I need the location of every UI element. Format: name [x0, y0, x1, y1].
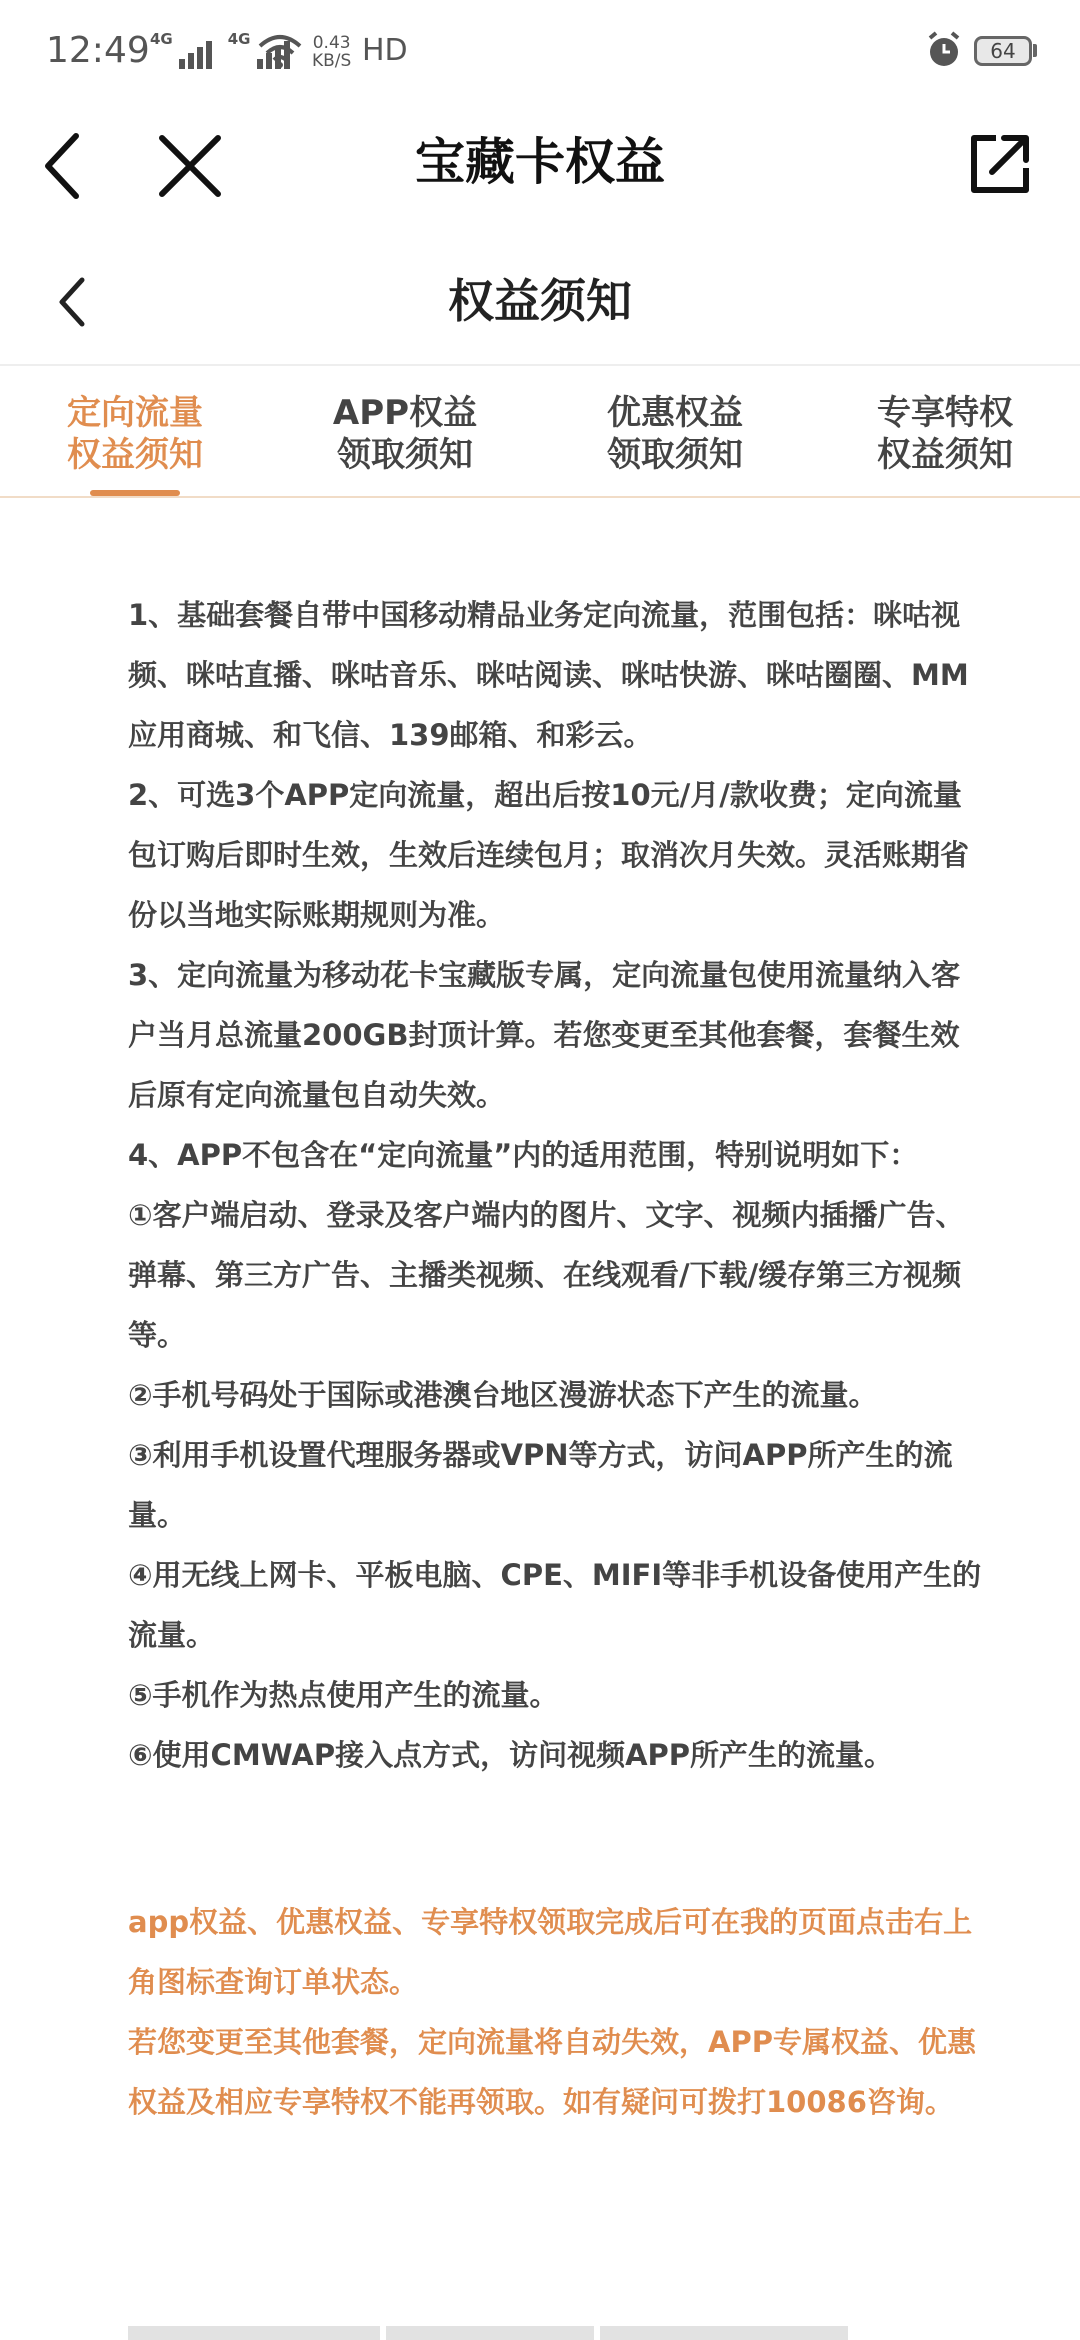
note-paragraph: 若您变更至其他套餐，定向流量将自动失效，APP专属权益、优惠权益及相应专享特权不能再领取。如有疑问可拨打10086咨询。	[128, 2025, 976, 2119]
status-time: 12:49	[46, 30, 150, 71]
tab-label-line1: APP权益	[332, 393, 478, 433]
alarm-icon	[924, 30, 964, 70]
tab-label-line1: 专享特权	[877, 393, 1013, 433]
share-icon[interactable]	[960, 124, 1040, 204]
rules-content	[128, 585, 988, 1785]
tab-discount-rights[interactable]	[560, 392, 790, 476]
tab-label-line2: 领取须知	[607, 435, 743, 475]
network-type-label: 4G	[150, 30, 173, 48]
bottom-button-placeholder[interactable]	[600, 2326, 848, 2340]
rule-paragraph: 3、定向流量为移动花卡宝藏版专属，定向流量包使用流量纳入客户当月总流量200GB封顶计算。若您变更至其他套餐，套餐生效后原有定向流量包自动失效。	[128, 958, 961, 1112]
tab-label-line2: 权益须知	[67, 435, 203, 475]
rule-paragraph: ②手机号码处于国际或港澳台地区漫游状态下产生的流量。	[128, 1378, 878, 1412]
tab-label-line1: 定向流量	[67, 393, 203, 433]
bottom-button-bar	[128, 2326, 954, 2340]
section-title: 权益须知	[448, 274, 632, 328]
tab-exclusive-privileges[interactable]	[830, 392, 1060, 476]
rule-paragraph: ④用无线上网卡、平板电脑、CPE、MIFI等非手机设备使用产生的流量。	[128, 1558, 982, 1652]
wifi-icon	[258, 34, 302, 68]
tab-bar	[0, 366, 1080, 498]
rule-paragraph: ⑥使用CMWAP接入点方式，访问视频APP所产生的流量。	[128, 1738, 894, 1772]
top-navigation-bar	[0, 110, 1080, 240]
active-tab-indicator	[90, 490, 180, 496]
highlight-notes	[128, 1892, 998, 2132]
bottom-button-placeholder[interactable]	[128, 2326, 380, 2340]
speed-unit: KB/S	[312, 51, 352, 71]
rule-paragraph: 4、APP不包含在“定向流量”内的适用范围，特别说明如下：	[128, 1138, 919, 1172]
rule-paragraph: ③利用手机设置代理服务器或VPN等方式，访问APP所产生的流量。	[128, 1438, 953, 1532]
tab-app-rights[interactable]	[290, 392, 520, 476]
rule-paragraph: 1、基础套餐自带中国移动精品业务定向流量，范围包括：咪咕视频、咪咕直播、咪咕音乐、咪咕阅读、咪咕快游、咪咕圈圈、MM应用商城、和飞信、139邮箱、和彩云。	[128, 598, 969, 752]
hd-indicator: HD	[362, 33, 408, 68]
battery-tip	[1033, 44, 1037, 57]
signal-icon	[179, 41, 212, 69]
tab-directional-traffic[interactable]	[20, 392, 250, 476]
page-title: 宝藏卡权益	[415, 133, 665, 191]
network-speed	[312, 34, 351, 70]
sub-navigation-bar	[0, 240, 1080, 366]
tab-label-line2: 权益须知	[877, 435, 1013, 475]
tab-label-line1: 优惠权益	[607, 393, 743, 433]
bottom-button-placeholder[interactable]	[386, 2326, 594, 2340]
network-type-label: 4G	[227, 30, 251, 48]
status-bar	[0, 0, 1080, 110]
note-paragraph: app权益、优惠权益、专享特权领取完成后可在我的页面点击右上角图标查询订单状态。	[128, 1905, 973, 1999]
tab-label-line2: 领取须知	[337, 435, 473, 475]
rule-paragraph: ①客户端启动、登录及客户端内的图片、文字、视频内插播广告、弹幕、第三方广告、主播类视频、在线观看/下载/缓存第三方视频等。	[128, 1198, 965, 1352]
speed-value: 0.43	[312, 33, 351, 53]
battery-indicator: 64	[974, 36, 1032, 66]
rule-paragraph: 2、可选3个APP定向流量，超出后按10元/月/款收费；定向流量包订购后即时生效，生效后连续包月；取消次月失效。灵活账期省份以当地实际账期规则为准。	[128, 778, 970, 932]
rule-paragraph: ⑤手机作为热点使用产生的流量。	[128, 1678, 559, 1712]
